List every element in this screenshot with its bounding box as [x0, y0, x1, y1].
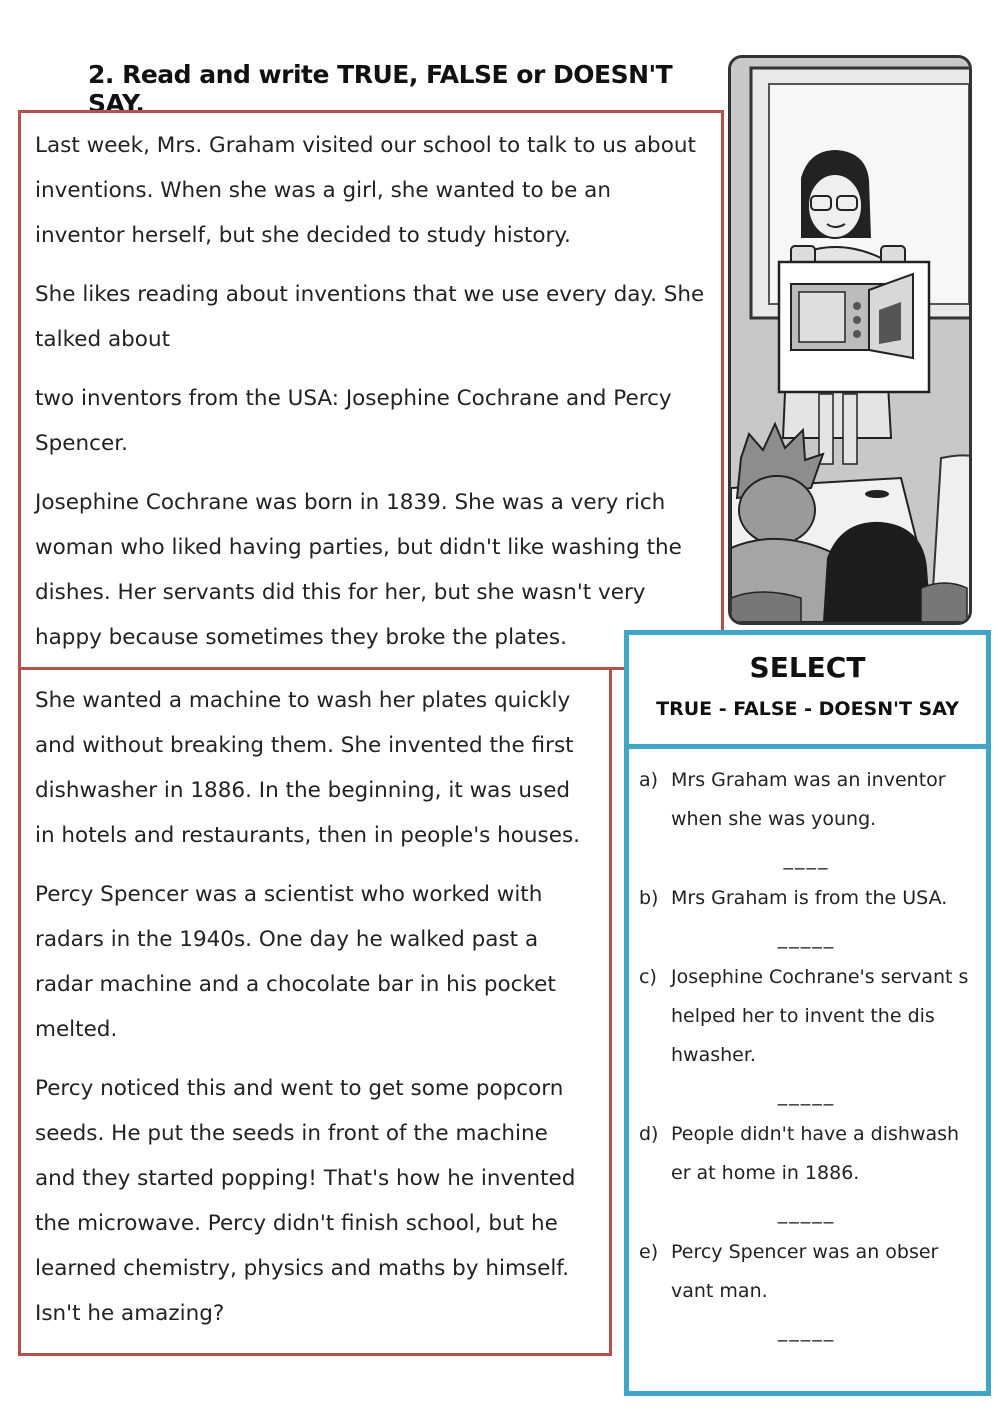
question-statement: Mrs Graham was an inventor when she was young. — [671, 769, 946, 830]
classroom-illustration — [728, 55, 972, 625]
select-title: SELECT — [749, 651, 866, 684]
question-statement: Percy Spencer was an obser vant man. — [671, 1241, 939, 1302]
answer-blank[interactable]: _____ — [777, 927, 836, 949]
select-answer-box — [624, 630, 991, 754]
answer-blank[interactable]: _____ — [777, 1320, 836, 1342]
teacher-microwave-drawing — [731, 58, 969, 622]
paragraph-5: She wanted a machine to wash her plates quickly and without breaking them. She invented the first dishwasher in 1886. In the beginning, it was used in hotels and restaurants, then in people's houses. — [35, 688, 581, 848]
paragraph-2: She likes reading about inventions that we use every day. She talked about — [35, 282, 705, 352]
question-letter: e) — [639, 1241, 659, 1263]
paragraph-4: Josephine Cochrane was born in 1839. She was a very rich woman who liked having parties, but didn't like washing the dishes. Her servants did this for her, but she wasn't very happy because sometimes they broke the plates. — [35, 490, 682, 650]
question-text — [635, 958, 978, 1075]
paragraph-3: two inventors from the USA: Josephine Cochrane and Percy Spencer. — [35, 386, 672, 456]
question-text — [635, 761, 978, 839]
question-letter: b) — [639, 887, 659, 909]
question-statement: Josephine Cochrane's servant s helped her to invent the dis hwasher. — [671, 966, 969, 1066]
question-item-e — [635, 1233, 978, 1351]
question-item-a — [635, 761, 978, 879]
question-statement: Mrs Graham is from the USA. — [671, 887, 948, 909]
question-statement: People didn't have a dishwash er at home in 1886. — [671, 1123, 960, 1184]
paragraph-7: Percy noticed this and went to get some popcorn seeds. He put the seeds in front of the machine and they started popping! That's how he invented the microwave. Percy didn't finish school, but he learned chemistry, physics and maths by himself. Isn't he amazing? — [35, 1076, 576, 1326]
questions-box — [624, 744, 991, 1396]
worksheet-heading: 2. Read and write TRUE, FALSE or DOESN'T SAY. — [88, 60, 673, 118]
reading-text-box-top — [18, 110, 724, 670]
paragraph-6: Percy Spencer was a scientist who worked with radars in the 1940s. One day he walked past a radar machine and a chocolate bar in his pocket melted. — [35, 882, 556, 1042]
select-options: TRUE - FALSE - DOESN'T SAY — [656, 698, 959, 720]
question-text — [635, 1233, 978, 1311]
question-text — [635, 879, 978, 918]
question-letter: d) — [639, 1123, 659, 1145]
question-item-d — [635, 1115, 978, 1233]
question-item-c — [635, 958, 978, 1115]
answer-blank[interactable]: _____ — [777, 1202, 836, 1224]
question-text — [635, 1115, 978, 1193]
question-item-b — [635, 879, 978, 958]
reading-text-box-bottom — [18, 667, 612, 1356]
answer-blank[interactable]: _____ — [777, 1084, 836, 1106]
question-letter: a) — [639, 769, 659, 791]
answer-blank[interactable]: ____ — [783, 848, 830, 870]
paragraph-1: Last week, Mrs. Graham visited our school to talk to us about inventions. When she was a girl, she wanted to be an inventor herself, but she decided to study history. — [35, 133, 696, 248]
question-letter: c) — [639, 966, 657, 988]
